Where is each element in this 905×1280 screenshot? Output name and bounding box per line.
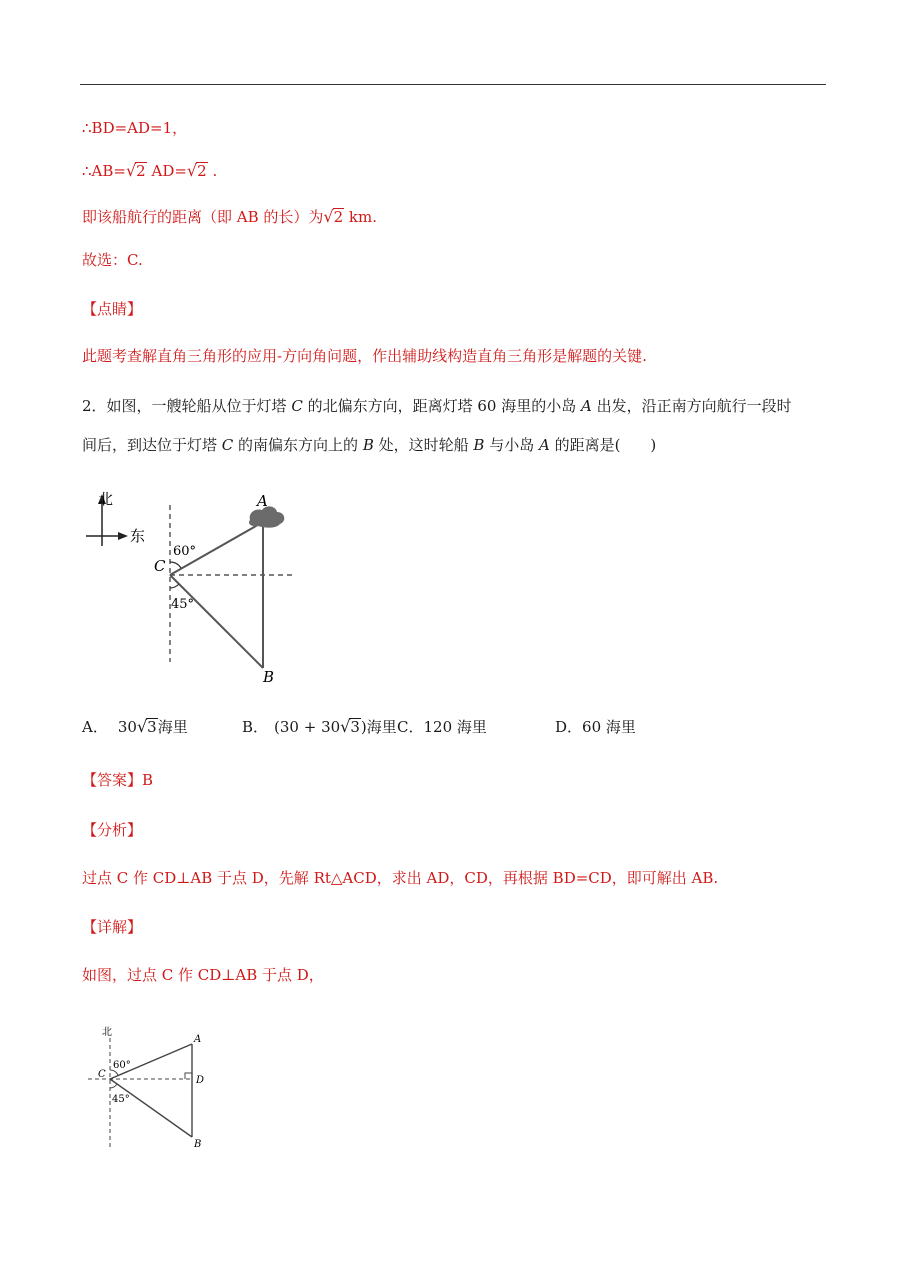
option-a-label: A． <box>82 718 108 736</box>
point-a-label: A <box>194 1034 202 1045</box>
east-label: 东 <box>130 527 146 545</box>
option-a[interactable] <box>82 716 188 737</box>
option-d-label: D． <box>555 718 583 736</box>
option-b[interactable] <box>242 716 397 737</box>
solution-text: 即该船航行的距离（即 AB 的长）为 <box>82 208 324 226</box>
solution-text: km. <box>344 208 378 226</box>
answer-label: 【答案】 <box>82 771 143 789</box>
answer-value: B <box>142 771 154 789</box>
var-a: A <box>580 397 592 415</box>
solution-line-2 <box>82 161 217 181</box>
angle-60-label: 60° <box>173 544 197 559</box>
question-number: 2． <box>82 397 107 415</box>
question-text: 间后，到达位于灯塔 <box>82 436 222 454</box>
segment-cb <box>170 575 263 668</box>
east-arrow-icon <box>118 532 128 540</box>
solution-text: AD= <box>146 162 187 180</box>
point-d-label: D <box>196 1075 205 1086</box>
question-line-2 <box>82 434 656 456</box>
question-text: 的北偏东方向，距离灯塔 60 海里的小岛 <box>302 397 581 415</box>
var-a: A <box>538 436 550 454</box>
solution-line-1 <box>82 118 187 138</box>
option-a-coef: 30 <box>117 718 137 736</box>
solution-line-3 <box>82 207 377 227</box>
radicand: 2 <box>333 208 344 226</box>
detail-text: 如图，过点 C 作 CD⊥AB 于点 D， <box>82 966 324 984</box>
option-c-label: C． <box>397 718 424 736</box>
option-b-close: ) <box>360 718 367 736</box>
point-c-label: C <box>98 1069 106 1080</box>
radicand: 2 <box>136 162 146 180</box>
analysis-text: 过点 C 作 CD⊥AB 于点 D，先解 Rt△ACD，求出 AD，CD，再根据 BD=CD，即可解出 AB. <box>82 869 719 887</box>
radicand: 3 <box>147 718 157 736</box>
solution-text: ∴BD=AD=1， <box>82 119 188 137</box>
question-text: 处，这时轮船 <box>373 436 474 454</box>
var-c: C <box>291 397 303 415</box>
sqrt-icon: √ <box>136 717 148 736</box>
solution-text: . <box>207 162 218 180</box>
detail-label: 【详解】 <box>82 918 143 936</box>
angle-arc-bottom <box>170 584 179 588</box>
point-a-label: A <box>257 492 268 510</box>
north-label: 北 <box>98 490 114 508</box>
angle-arc-bottom <box>110 1084 117 1088</box>
question-text: 的南偏东方向上的 <box>233 436 363 454</box>
point-b-label: B <box>263 668 275 686</box>
north-label: 北 <box>102 1027 112 1038</box>
analysis-label: 【分析】 <box>82 821 143 839</box>
segment-cb <box>110 1079 192 1137</box>
question-text: 出发，沿正南方向航行一段时 <box>591 397 792 415</box>
answer-line <box>82 770 153 790</box>
solution-choice: 故选：C. <box>82 251 143 269</box>
option-a-unit: 海里 <box>157 718 188 736</box>
question-line-1 <box>82 395 792 417</box>
right-angle-icon <box>185 1073 192 1079</box>
var-b: B <box>473 436 485 454</box>
figure-2 <box>80 1020 220 1155</box>
sqrt-icon: √ <box>125 161 137 180</box>
angle-60-label: 60° <box>113 1060 131 1071</box>
option-d-text: 60 海里 <box>582 718 636 736</box>
sqrt-icon: √ <box>323 207 334 226</box>
question-text: 如图，一艘轮船从位于灯塔 <box>106 397 292 415</box>
sqrt-icon: √ <box>186 161 198 180</box>
option-c-text: 120 海里 <box>423 718 487 736</box>
var-c: C <box>221 436 234 454</box>
option-c[interactable] <box>397 716 487 737</box>
option-b-expr: (30 + 30 <box>274 718 341 736</box>
point-c-label: C <box>154 557 166 575</box>
radicand: 2 <box>197 162 207 180</box>
point-b-label: B <box>194 1139 202 1150</box>
angle-45-label: 45° <box>171 597 195 612</box>
dianjing-label: 【点睛】 <box>82 300 143 318</box>
sqrt-icon: √ <box>340 717 351 736</box>
angle-45-label: 45° <box>112 1094 130 1105</box>
question-text: 的距离是( ) <box>549 436 657 454</box>
angle-arc-top <box>170 562 181 568</box>
option-d[interactable] <box>555 716 636 737</box>
dianjing-text: 此题考查解直角三角形的应用-方向角问题，作出辅助线构造直角三角形是解题的关键. <box>82 347 647 365</box>
radicand: 3 <box>350 718 360 736</box>
option-b-label: B． <box>242 718 269 736</box>
question-text: 与小岛 <box>484 436 539 454</box>
figure-1 <box>80 480 310 690</box>
solution-text: ∴AB= <box>82 162 126 180</box>
var-b: B <box>362 436 374 454</box>
header-rule <box>80 84 826 85</box>
option-b-unit: 海里 <box>366 718 397 736</box>
